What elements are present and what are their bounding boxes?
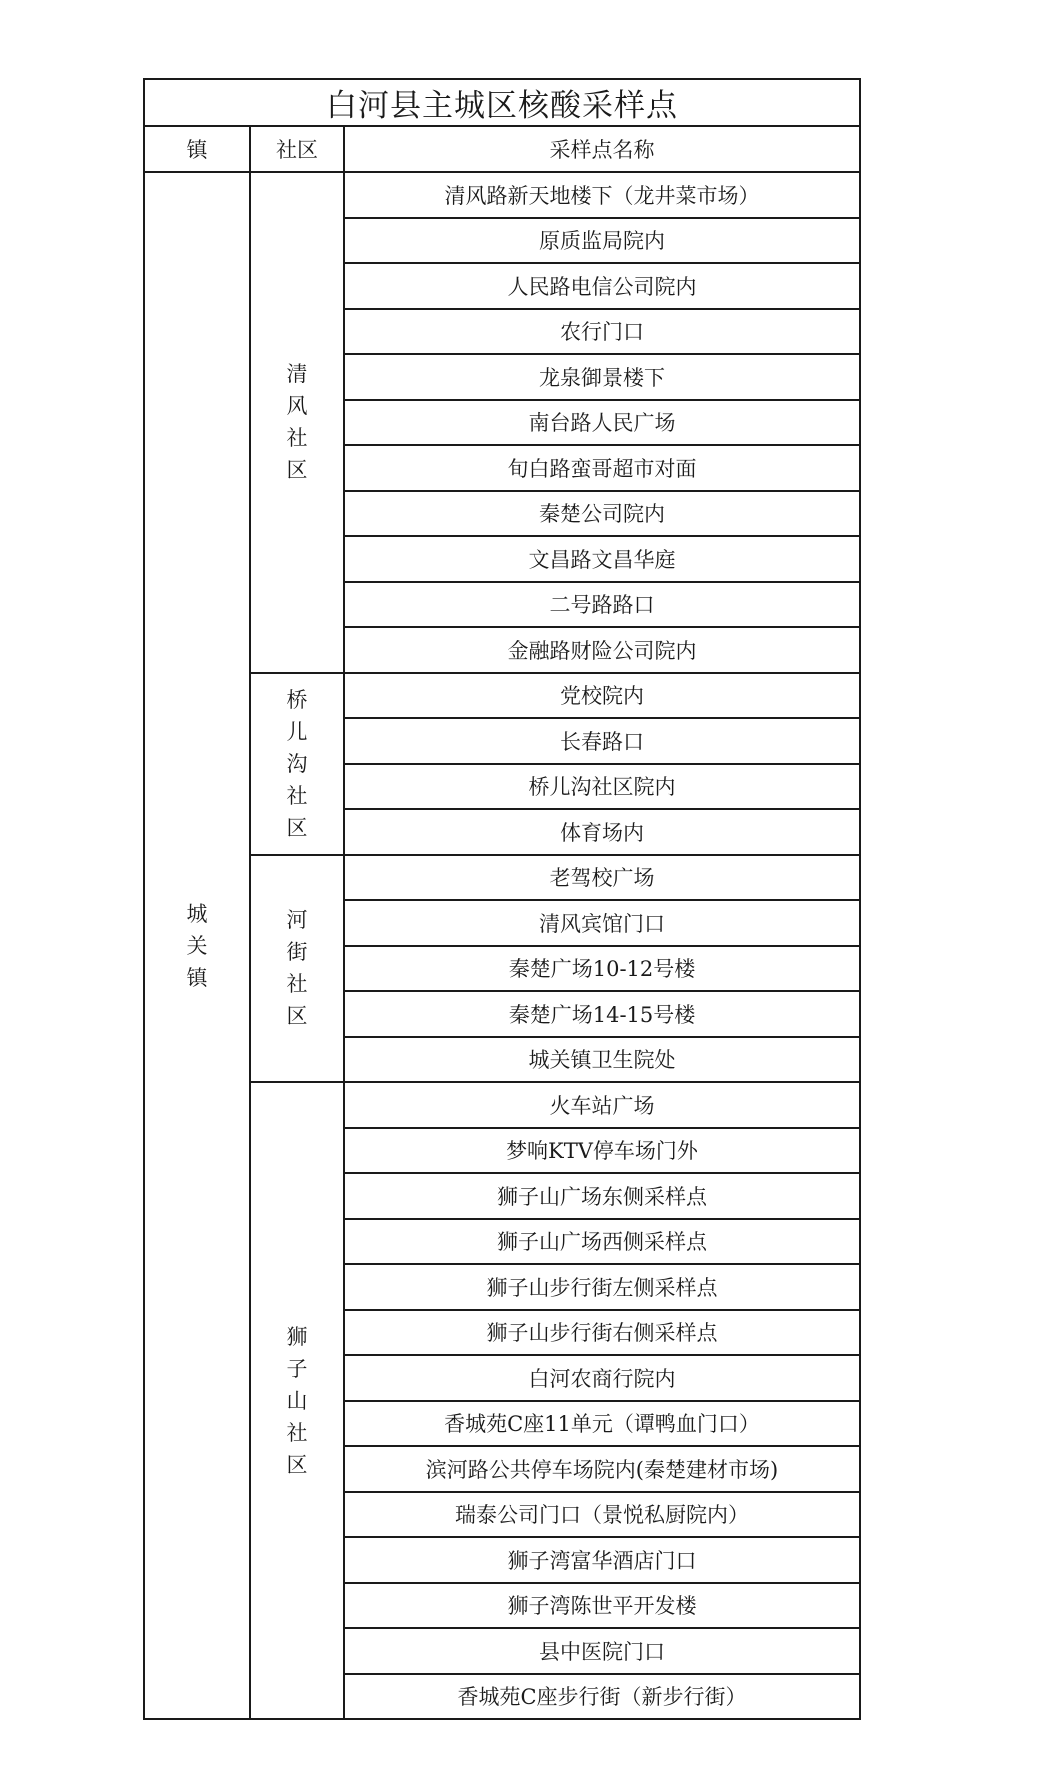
site-name: 狮子山步行街右侧采样点 [344,1310,860,1356]
site-name: 狮子山广场西侧采样点 [344,1219,860,1265]
community-cell [250,1082,344,1719]
site-name: 党校院内 [344,673,860,719]
site-name: 清风宾馆门口 [344,900,860,946]
table-title: 白河县主城区核酸采样点 [144,79,860,126]
header-row [144,126,860,172]
site-name: 龙泉御景楼下 [344,354,860,400]
site-name: 县中医院门口 [344,1628,860,1674]
table-row [144,855,860,901]
site-name: 狮子山广场东侧采样点 [344,1173,860,1219]
header-community: 社区 [250,126,344,172]
site-name: 秦楚公司院内 [344,491,860,537]
site-name: 城关镇卫生院处 [344,1037,860,1083]
site-name: 狮子湾富华酒店门口 [344,1537,860,1583]
sampling-sites-table [143,78,861,1720]
table-row [144,172,860,218]
site-name: 农行门口 [344,309,860,355]
site-name: 狮子湾陈世平开发楼 [344,1583,860,1629]
site-name: 梦响KTV停车场门外 [344,1128,860,1174]
site-name: 二号路路口 [344,582,860,628]
site-name: 南台路人民广场 [344,400,860,446]
community-name: 桥儿沟社区 [286,687,308,840]
site-name: 秦楚广场14-15号楼 [344,991,860,1037]
table-row [144,1082,860,1128]
site-name: 金融路财险公司院内 [344,627,860,673]
town-name: 城关镇 [186,901,208,990]
site-name: 香城苑C座步行街（新步行街） [344,1674,860,1720]
site-name: 体育场内 [344,809,860,855]
site-name: 人民路电信公司院内 [344,263,860,309]
header-site: 采样点名称 [344,126,860,172]
site-name: 白河农商行院内 [344,1355,860,1401]
site-name: 桥儿沟社区院内 [344,764,860,810]
community-cell [250,172,344,673]
table-body [144,172,860,1719]
community-name: 河街社区 [286,908,308,1029]
site-name: 旬白路蛮哥超市对面 [344,445,860,491]
site-name: 文昌路文昌华庭 [344,536,860,582]
site-name: 瑞泰公司门口（景悦私厨院内） [344,1492,860,1538]
title-row [144,79,860,126]
site-name: 狮子山步行街左侧采样点 [344,1264,860,1310]
community-cell [250,855,344,1083]
site-name: 长春路口 [344,718,860,764]
site-name: 香城苑C座11单元（谭鸭血门口） [344,1401,860,1447]
site-name: 老驾校广场 [344,855,860,901]
community-name: 清风社区 [286,362,308,483]
site-name: 火车站广场 [344,1082,860,1128]
site-name: 秦楚广场10-12号楼 [344,946,860,992]
site-name: 滨河路公共停车场院内(秦楚建材市场) [344,1446,860,1492]
community-cell [250,673,344,855]
site-name: 原质监局院内 [344,218,860,264]
community-name: 狮子山社区 [286,1324,308,1477]
site-name: 清风路新天地楼下（龙井菜市场） [344,172,860,218]
table-row [144,673,860,719]
header-town: 镇 [144,126,250,172]
town-cell [144,172,250,1719]
